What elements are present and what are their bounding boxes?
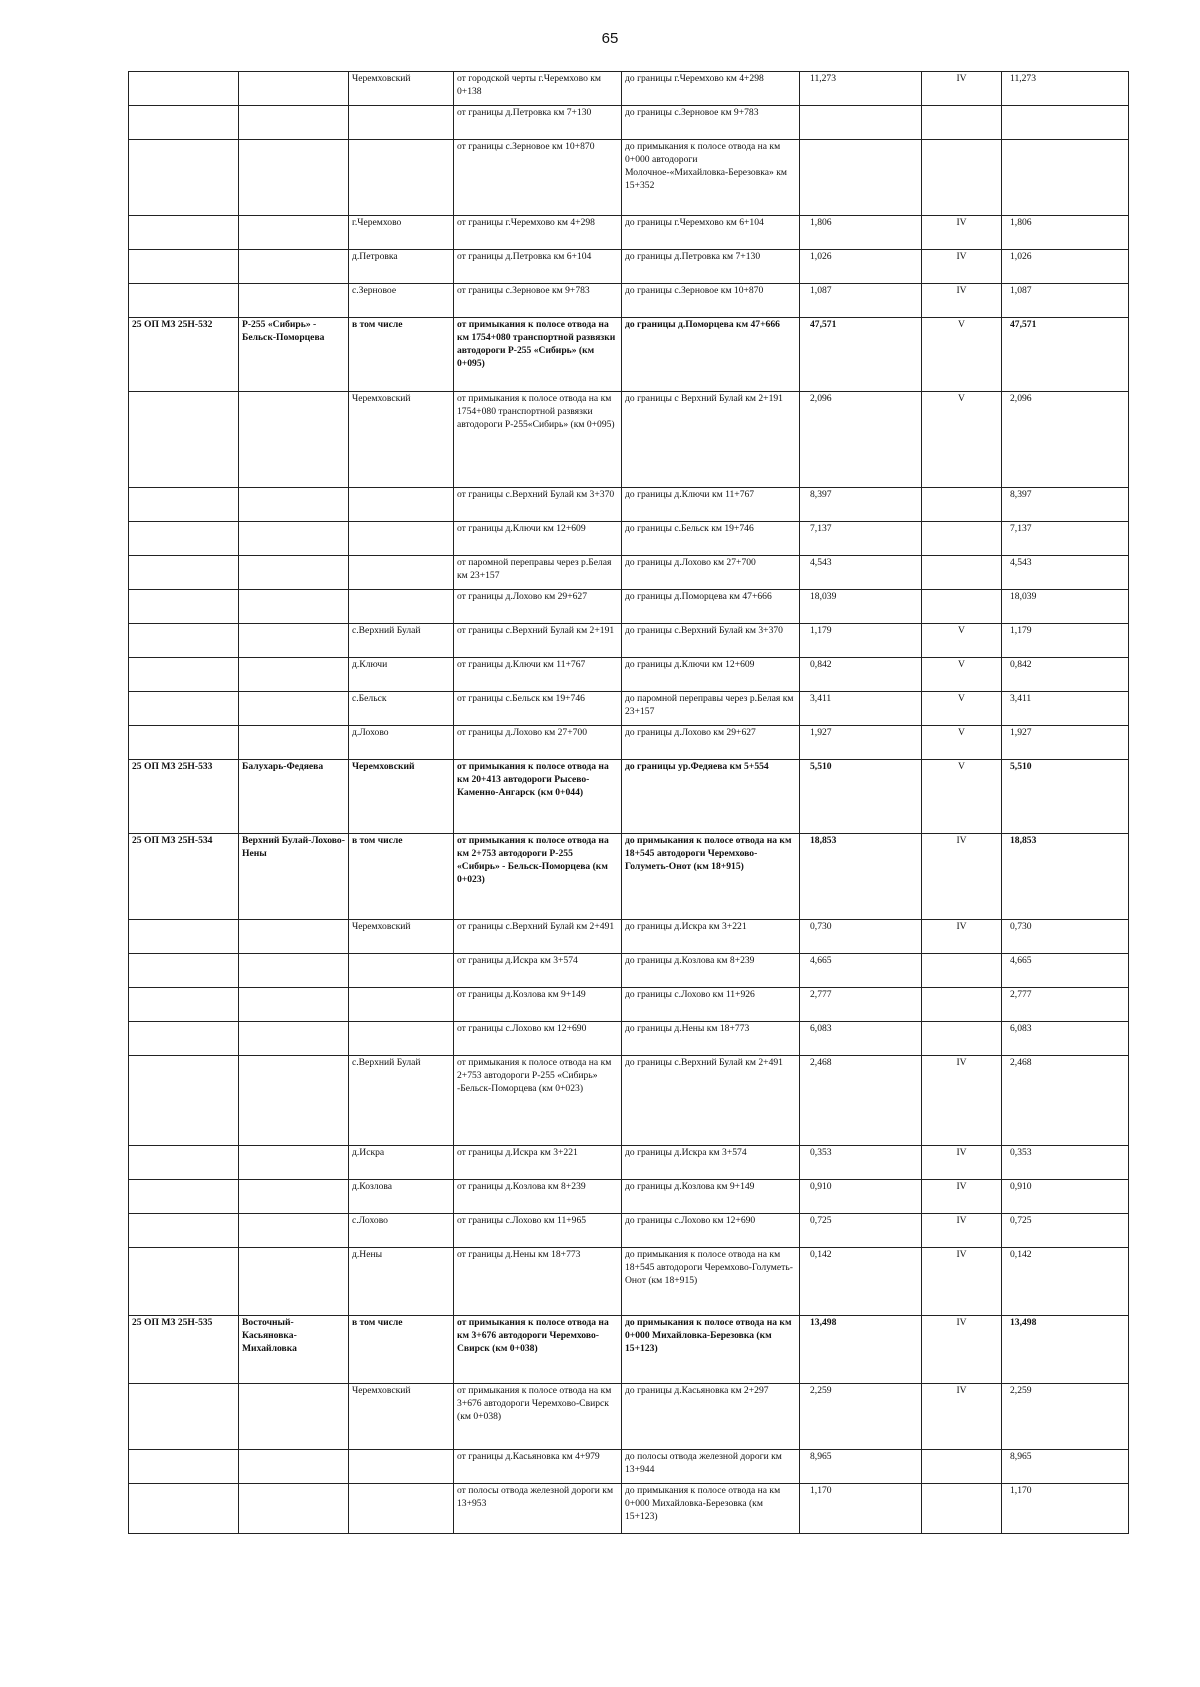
segment-end-cell: до границы д.Козлова км 9+149 xyxy=(622,1180,800,1214)
total-length-cell: 1,170 xyxy=(1002,1484,1129,1534)
road-code-cell xyxy=(129,1384,239,1450)
category-cell: IV xyxy=(922,1214,1002,1248)
road-name-cell xyxy=(239,392,349,488)
table-row xyxy=(129,318,1129,392)
road-name-cell xyxy=(239,1180,349,1214)
category-cell: V xyxy=(922,726,1002,760)
category-cell xyxy=(922,1022,1002,1056)
segment-start-cell: от границы д.Ключи км 11+767 xyxy=(454,658,622,692)
total-length-cell: 2,777 xyxy=(1002,988,1129,1022)
road-code-cell xyxy=(129,1450,239,1484)
page-number: 65 xyxy=(601,30,619,47)
table-row xyxy=(129,1022,1129,1056)
length-cell: 2,468 xyxy=(800,1056,922,1146)
district-cell: с.Зерновое xyxy=(349,284,454,318)
road-code-cell: 25 ОП МЗ 25Н-532 xyxy=(129,318,239,392)
road-code-cell xyxy=(129,250,239,284)
segment-start-cell: от границы с.Верхний Булай км 2+491 xyxy=(454,920,622,954)
total-length-cell: 5,510 xyxy=(1002,760,1129,834)
road-name-cell xyxy=(239,954,349,988)
segment-start-cell: от примыкания к полосе отвода на км 3+676 автодороги Черемхово-Свирск (км 0+038) xyxy=(454,1316,622,1384)
district-cell: с.Лохово xyxy=(349,1214,454,1248)
category-cell xyxy=(922,1484,1002,1534)
segment-end-cell: до границы д.Касьяновка км 2+297 xyxy=(622,1384,800,1450)
road-code-cell xyxy=(129,590,239,624)
road-code-cell: 25 ОП МЗ 25Н-533 xyxy=(129,760,239,834)
total-length-cell xyxy=(1002,140,1129,216)
length-cell: 0,910 xyxy=(800,1180,922,1214)
segment-end-cell: до границы д.Нены км 18+773 xyxy=(622,1022,800,1056)
total-length-cell: 18,853 xyxy=(1002,834,1129,920)
length-cell: 2,777 xyxy=(800,988,922,1022)
road-name-cell xyxy=(239,1384,349,1450)
category-cell: IV xyxy=(922,920,1002,954)
segment-start-cell: от границы с.Верхний Булай км 3+370 xyxy=(454,488,622,522)
segment-start-cell: от примыкания к полосе отвода на км 2+753 автодороги Р-255 «Сибирь» - Бельск-Поморцева (км 0+023) xyxy=(454,834,622,920)
road-code-cell xyxy=(129,488,239,522)
total-length-cell: 8,397 xyxy=(1002,488,1129,522)
table-row xyxy=(129,590,1129,624)
total-length-cell: 7,137 xyxy=(1002,522,1129,556)
district-cell: в том числе xyxy=(349,834,454,920)
table-row xyxy=(129,1248,1129,1316)
segment-end-cell: до границы д.Лохово км 29+627 xyxy=(622,726,800,760)
segment-start-cell: от границы д.Касьяновка км 4+979 xyxy=(454,1450,622,1484)
district-cell: Черемховский xyxy=(349,920,454,954)
table-row xyxy=(129,658,1129,692)
district-cell xyxy=(349,1484,454,1534)
road-code-cell xyxy=(129,1214,239,1248)
segment-start-cell: от границы с.Зерновое км 10+870 xyxy=(454,140,622,216)
category-cell: V xyxy=(922,392,1002,488)
road-code-cell xyxy=(129,1180,239,1214)
road-name-cell: Верхний Булай-Лохово-Нены xyxy=(239,834,349,920)
segment-end-cell: до границы с.Верхний Булай км 2+491 xyxy=(622,1056,800,1146)
road-name-cell xyxy=(239,1450,349,1484)
table-row xyxy=(129,1450,1129,1484)
total-length-cell: 3,411 xyxy=(1002,692,1129,726)
district-cell: д.Искра xyxy=(349,1146,454,1180)
length-cell: 4,665 xyxy=(800,954,922,988)
segment-end-cell: до границы д.Козлова км 8+239 xyxy=(622,954,800,988)
district-cell xyxy=(349,488,454,522)
total-length-cell: 0,730 xyxy=(1002,920,1129,954)
category-cell: IV xyxy=(922,284,1002,318)
district-cell xyxy=(349,140,454,216)
table-row xyxy=(129,140,1129,216)
total-length-cell: 0,842 xyxy=(1002,658,1129,692)
district-cell: с.Верхний Булай xyxy=(349,1056,454,1146)
table-row xyxy=(129,760,1129,834)
district-cell: д.Козлова xyxy=(349,1180,454,1214)
total-length-cell: 11,273 xyxy=(1002,72,1129,106)
district-cell xyxy=(349,522,454,556)
length-cell: 1,026 xyxy=(800,250,922,284)
length-cell: 47,571 xyxy=(800,318,922,392)
district-cell xyxy=(349,1022,454,1056)
segment-start-cell: от границы д.Козлова км 8+239 xyxy=(454,1180,622,1214)
table-row xyxy=(129,488,1129,522)
road-code-cell: 25 ОП МЗ 25Н-535 xyxy=(129,1316,239,1384)
length-cell: 7,137 xyxy=(800,522,922,556)
segment-end-cell: до границы с.Лохово км 12+690 xyxy=(622,1214,800,1248)
district-cell: Черемховский xyxy=(349,760,454,834)
district-cell xyxy=(349,988,454,1022)
length-cell: 6,083 xyxy=(800,1022,922,1056)
segment-start-cell: от границы д.Искра км 3+574 xyxy=(454,954,622,988)
category-cell xyxy=(922,954,1002,988)
district-cell: д.Нены xyxy=(349,1248,454,1316)
segment-start-cell: от границы с.Бельск км 19+746 xyxy=(454,692,622,726)
road-name-cell xyxy=(239,658,349,692)
table-row xyxy=(129,284,1129,318)
road-name-cell xyxy=(239,216,349,250)
category-cell: IV xyxy=(922,1316,1002,1384)
road-code-cell xyxy=(129,920,239,954)
category-cell: IV xyxy=(922,1146,1002,1180)
road-name-cell xyxy=(239,590,349,624)
segment-end-cell: до примыкания к полосе отвода на км 0+000 Михайловка-Березовка (км 15+123) xyxy=(622,1484,800,1534)
category-cell: V xyxy=(922,658,1002,692)
road-name-cell: Р-255 «Сибирь» - Бельск-Поморцева xyxy=(239,318,349,392)
road-code-cell xyxy=(129,284,239,318)
segment-start-cell: от паромной переправы через р.Белая км 23+157 xyxy=(454,556,622,590)
district-cell: Черемховский xyxy=(349,72,454,106)
segment-start-cell: от полосы отвода железной дороги км 13+953 xyxy=(454,1484,622,1534)
total-length-cell: 2,468 xyxy=(1002,1056,1129,1146)
length-cell: 0,142 xyxy=(800,1248,922,1316)
district-cell xyxy=(349,556,454,590)
road-name-cell xyxy=(239,988,349,1022)
district-cell xyxy=(349,954,454,988)
table-row xyxy=(129,1214,1129,1248)
total-length-cell: 4,543 xyxy=(1002,556,1129,590)
category-cell xyxy=(922,556,1002,590)
segment-start-cell: от границы д.Искра км 3+221 xyxy=(454,1146,622,1180)
district-cell xyxy=(349,1450,454,1484)
category-cell xyxy=(922,590,1002,624)
road-name-cell xyxy=(239,556,349,590)
category-cell: IV xyxy=(922,1248,1002,1316)
category-cell: V xyxy=(922,692,1002,726)
road-name-cell xyxy=(239,920,349,954)
segment-end-cell: до примыкания к полосе отвода на км 18+545 автодороги Черемхово-Голуметь-Онот (км 18+915) xyxy=(622,834,800,920)
road-name-cell xyxy=(239,488,349,522)
road-code-cell xyxy=(129,556,239,590)
length-cell: 0,842 xyxy=(800,658,922,692)
road-code-cell xyxy=(129,988,239,1022)
district-cell: д.Петровка xyxy=(349,250,454,284)
roads-table xyxy=(128,71,1129,1534)
road-name-cell xyxy=(239,250,349,284)
segment-end-cell: до границы с.Бельск км 19+746 xyxy=(622,522,800,556)
segment-start-cell: от границы д.Ключи км 12+609 xyxy=(454,522,622,556)
district-cell: г.Черемхово xyxy=(349,216,454,250)
category-cell: V xyxy=(922,624,1002,658)
segment-end-cell: до границы г.Черемхово км 4+298 xyxy=(622,72,800,106)
road-code-cell xyxy=(129,658,239,692)
segment-start-cell: от границы с.Лохово км 11+965 xyxy=(454,1214,622,1248)
total-length-cell: 0,142 xyxy=(1002,1248,1129,1316)
road-name-cell xyxy=(239,72,349,106)
total-length-cell: 0,353 xyxy=(1002,1146,1129,1180)
segment-start-cell: от границы с.Зерновое км 9+783 xyxy=(454,284,622,318)
category-cell: V xyxy=(922,318,1002,392)
segment-end-cell: до границы д.Поморцева км 47+666 xyxy=(622,590,800,624)
total-length-cell: 1,806 xyxy=(1002,216,1129,250)
table-row xyxy=(129,726,1129,760)
total-length-cell: 0,725 xyxy=(1002,1214,1129,1248)
road-code-cell xyxy=(129,1056,239,1146)
table-row xyxy=(129,1484,1129,1534)
segment-end-cell: до границы ур.Федяева км 5+554 xyxy=(622,760,800,834)
table-row xyxy=(129,1056,1129,1146)
segment-start-cell: от границы д.Петровка км 6+104 xyxy=(454,250,622,284)
length-cell: 2,259 xyxy=(800,1384,922,1450)
segment-start-cell: от границы д.Лохово км 27+700 xyxy=(454,726,622,760)
length-cell: 0,730 xyxy=(800,920,922,954)
road-name-cell xyxy=(239,140,349,216)
table-row xyxy=(129,834,1129,920)
segment-end-cell: до границы д.Искра км 3+221 xyxy=(622,920,800,954)
district-cell: Черемховский xyxy=(349,392,454,488)
table-row xyxy=(129,988,1129,1022)
road-code-cell xyxy=(129,1146,239,1180)
road-name-cell xyxy=(239,1056,349,1146)
district-cell: д.Лохово xyxy=(349,726,454,760)
length-cell: 0,725 xyxy=(800,1214,922,1248)
total-length-cell: 4,665 xyxy=(1002,954,1129,988)
road-code-cell xyxy=(129,72,239,106)
road-code-cell xyxy=(129,1022,239,1056)
road-name-cell: Восточный-Касьяновка-Михайловка xyxy=(239,1316,349,1384)
table-row xyxy=(129,624,1129,658)
category-cell: IV xyxy=(922,216,1002,250)
table-row xyxy=(129,72,1129,106)
road-name-cell xyxy=(239,1146,349,1180)
segment-start-cell: от примыкания к полосе отвода на км 1754+080 транспортной развязки автодороги Р-255 «Сибирь» (км 0+095) xyxy=(454,318,622,392)
segment-start-cell: от границы д.Лохово км 29+627 xyxy=(454,590,622,624)
table-row xyxy=(129,556,1129,590)
road-name-cell xyxy=(239,1022,349,1056)
segment-end-cell: до паромной переправы через р.Белая км 23+157 xyxy=(622,692,800,726)
table-row xyxy=(129,920,1129,954)
table-row xyxy=(129,1384,1129,1450)
category-cell xyxy=(922,1450,1002,1484)
table-row xyxy=(129,692,1129,726)
total-length-cell: 6,083 xyxy=(1002,1022,1129,1056)
segment-end-cell: до примыкания к полосе отвода на км 0+000 автодороги Молочное-«Михайловка-Березовка» км 15+352 xyxy=(622,140,800,216)
length-cell: 1,927 xyxy=(800,726,922,760)
road-name-cell: Балухарь-Федяева xyxy=(239,760,349,834)
table-row xyxy=(129,106,1129,140)
segment-end-cell: до границы с Верхний Булай км 2+191 xyxy=(622,392,800,488)
segment-end-cell: до границы с.Зерновое км 9+783 xyxy=(622,106,800,140)
segment-end-cell: до границы с.Лохово км 11+926 xyxy=(622,988,800,1022)
category-cell xyxy=(922,106,1002,140)
category-cell xyxy=(922,988,1002,1022)
length-cell: 4,543 xyxy=(800,556,922,590)
category-cell: IV xyxy=(922,1180,1002,1214)
road-code-cell xyxy=(129,692,239,726)
total-length-cell: 0,910 xyxy=(1002,1180,1129,1214)
category-cell xyxy=(922,522,1002,556)
district-cell: с.Верхний Булай xyxy=(349,624,454,658)
category-cell xyxy=(922,140,1002,216)
district-cell xyxy=(349,590,454,624)
table-row xyxy=(129,954,1129,988)
road-name-cell xyxy=(239,1248,349,1316)
length-cell: 8,965 xyxy=(800,1450,922,1484)
road-code-cell xyxy=(129,624,239,658)
road-name-cell xyxy=(239,284,349,318)
total-length-cell: 1,026 xyxy=(1002,250,1129,284)
segment-start-cell: от примыкания к полосе отвода на км 2+753 автодороги Р-255 «Сибирь» -Бельск-Поморцева (км 0+023) xyxy=(454,1056,622,1146)
table-row xyxy=(129,1316,1129,1384)
segment-end-cell: до границы д.Лохово км 27+700 xyxy=(622,556,800,590)
length-cell: 18,853 xyxy=(800,834,922,920)
district-cell: в том числе xyxy=(349,318,454,392)
table-row xyxy=(129,522,1129,556)
district-cell: д.Ключи xyxy=(349,658,454,692)
total-length-cell xyxy=(1002,106,1129,140)
road-name-cell xyxy=(239,106,349,140)
segment-start-cell: от границы д.Нены км 18+773 xyxy=(454,1248,622,1316)
segment-end-cell: до границы с.Зерновое км 10+870 xyxy=(622,284,800,318)
category-cell: IV xyxy=(922,1384,1002,1450)
segment-end-cell: до границы д.Искра км 3+574 xyxy=(622,1146,800,1180)
total-length-cell: 8,965 xyxy=(1002,1450,1129,1484)
length-cell: 1,179 xyxy=(800,624,922,658)
segment-start-cell: от примыкания к полосе отвода на км 20+413 автодороги Рысево-Каменно-Ангарск (км 0+044) xyxy=(454,760,622,834)
length-cell: 2,096 xyxy=(800,392,922,488)
length-cell: 1,806 xyxy=(800,216,922,250)
length-cell: 1,087 xyxy=(800,284,922,318)
road-code-cell xyxy=(129,392,239,488)
road-code-cell xyxy=(129,522,239,556)
road-name-cell xyxy=(239,522,349,556)
district-cell: в том числе xyxy=(349,1316,454,1384)
length-cell xyxy=(800,106,922,140)
segment-end-cell: до полосы отвода железной дороги км 13+944 xyxy=(622,1450,800,1484)
length-cell: 3,411 xyxy=(800,692,922,726)
segment-start-cell: от границы с.Верхний Булай км 2+191 xyxy=(454,624,622,658)
segment-start-cell: от границы с.Лохово км 12+690 xyxy=(454,1022,622,1056)
category-cell: IV xyxy=(922,250,1002,284)
total-length-cell: 2,259 xyxy=(1002,1384,1129,1450)
segment-end-cell: до примыкания к полосе отвода на км 0+000 Михайловка-Березовка (км 15+123) xyxy=(622,1316,800,1384)
length-cell xyxy=(800,140,922,216)
segment-start-cell: от примыкания к полосе отвода на км 3+676 автодороги Черемхово-Свирск (км 0+038) xyxy=(454,1384,622,1450)
road-code-cell xyxy=(129,140,239,216)
road-name-cell xyxy=(239,692,349,726)
segment-end-cell: до границы д.Петровка км 7+130 xyxy=(622,250,800,284)
category-cell: IV xyxy=(922,1056,1002,1146)
segment-end-cell: до границы д.Поморцева км 47+666 xyxy=(622,318,800,392)
table-row xyxy=(129,250,1129,284)
district-cell: Черемховский xyxy=(349,1384,454,1450)
road-code-cell xyxy=(129,954,239,988)
length-cell: 8,397 xyxy=(800,488,922,522)
road-name-cell xyxy=(239,624,349,658)
segment-start-cell: от примыкания к полосе отвода на км 1754+080 транспортной развязки автодороги Р-255«Сибирь» (км 0+095) xyxy=(454,392,622,488)
road-code-cell: 25 ОП МЗ 25Н-534 xyxy=(129,834,239,920)
road-name-cell xyxy=(239,1214,349,1248)
road-code-cell xyxy=(129,216,239,250)
category-cell: IV xyxy=(922,834,1002,920)
segment-start-cell: от границы д.Козлова км 9+149 xyxy=(454,988,622,1022)
total-length-cell: 2,096 xyxy=(1002,392,1129,488)
segment-end-cell: до границы с.Верхний Булай км 3+370 xyxy=(622,624,800,658)
road-name-cell xyxy=(239,726,349,760)
category-cell: V xyxy=(922,760,1002,834)
segment-end-cell: до примыкания к полосе отвода на км 18+545 автодороги Черемхово-Голуметь-Онот (км 18+915) xyxy=(622,1248,800,1316)
road-name-cell xyxy=(239,1484,349,1534)
total-length-cell: 18,039 xyxy=(1002,590,1129,624)
segment-end-cell: до границы г.Черемхово км 6+104 xyxy=(622,216,800,250)
table-row xyxy=(129,216,1129,250)
table-row xyxy=(129,392,1129,488)
length-cell: 11,273 xyxy=(800,72,922,106)
table-row xyxy=(129,1146,1129,1180)
segment-end-cell: до границы д.Ключи км 12+609 xyxy=(622,658,800,692)
district-cell xyxy=(349,106,454,140)
length-cell: 13,498 xyxy=(800,1316,922,1384)
segment-start-cell: от границы г.Черемхово км 4+298 xyxy=(454,216,622,250)
length-cell: 1,170 xyxy=(800,1484,922,1534)
length-cell: 5,510 xyxy=(800,760,922,834)
length-cell: 18,039 xyxy=(800,590,922,624)
road-code-cell xyxy=(129,1484,239,1534)
district-cell: с.Бельск xyxy=(349,692,454,726)
total-length-cell: 1,179 xyxy=(1002,624,1129,658)
total-length-cell: 13,498 xyxy=(1002,1316,1129,1384)
segment-end-cell: до границы д.Ключи км 11+767 xyxy=(622,488,800,522)
segment-start-cell: от городской черты г.Черемхово км 0+138 xyxy=(454,72,622,106)
road-code-cell xyxy=(129,726,239,760)
total-length-cell: 1,087 xyxy=(1002,284,1129,318)
length-cell: 0,353 xyxy=(800,1146,922,1180)
category-cell: IV xyxy=(922,72,1002,106)
segment-start-cell: от границы д.Петровка км 7+130 xyxy=(454,106,622,140)
category-cell xyxy=(922,488,1002,522)
total-length-cell: 1,927 xyxy=(1002,726,1129,760)
total-length-cell: 47,571 xyxy=(1002,318,1129,392)
table-row xyxy=(129,1180,1129,1214)
road-code-cell xyxy=(129,1248,239,1316)
road-code-cell xyxy=(129,106,239,140)
